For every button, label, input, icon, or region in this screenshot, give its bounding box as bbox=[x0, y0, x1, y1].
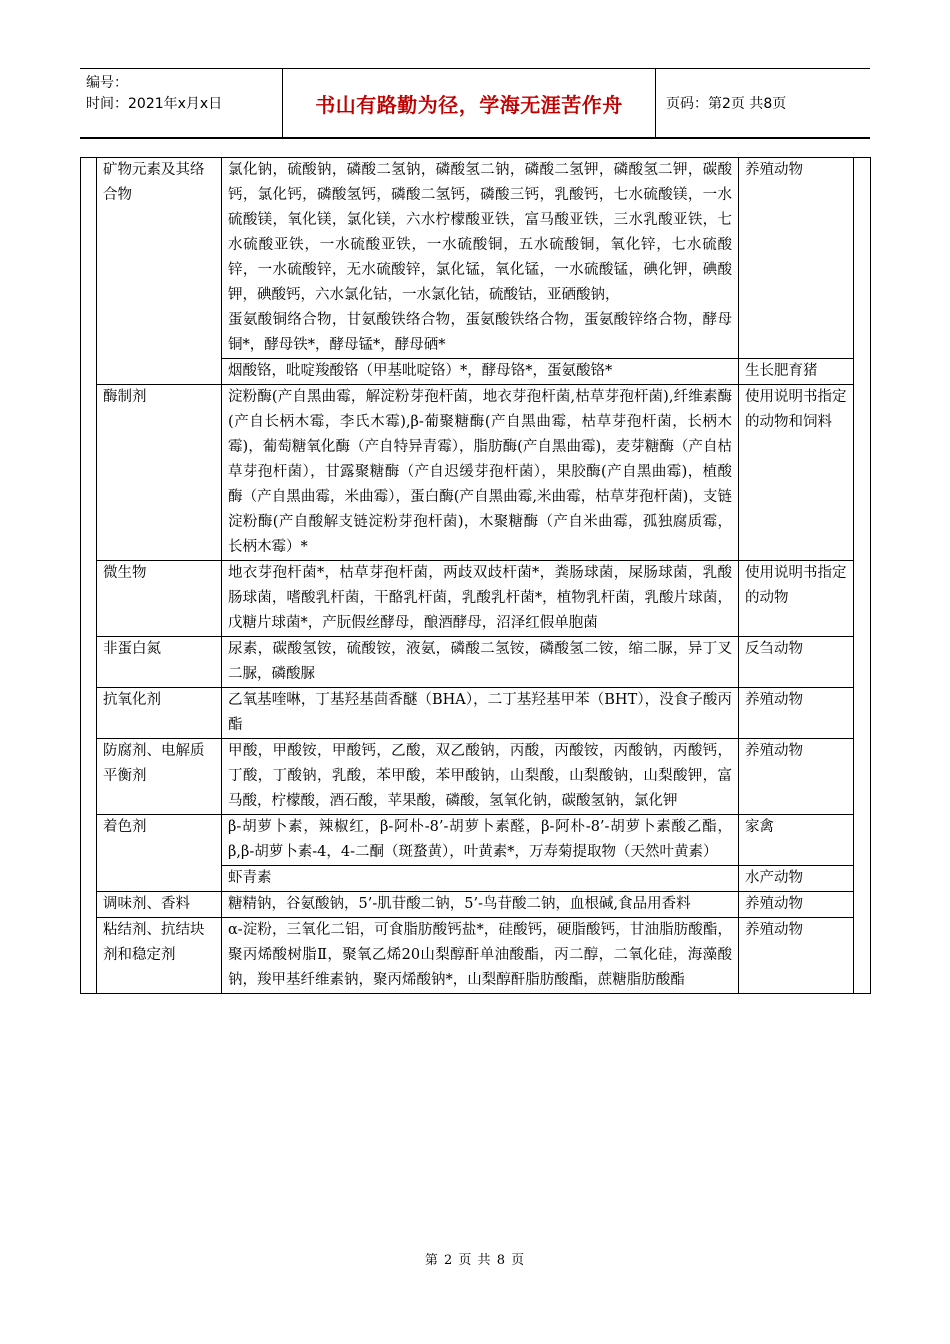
table-row bbox=[81, 892, 871, 918]
table-left-margin bbox=[81, 158, 97, 994]
table-row bbox=[81, 815, 871, 866]
target-animal-cell: 生长肥育猪 bbox=[739, 359, 854, 385]
target-animal-cell: 养殖动物 bbox=[739, 688, 854, 739]
table-row bbox=[81, 688, 871, 739]
items-cell bbox=[222, 158, 739, 359]
items-cell: α-淀粉，三氧化二铝，可食脂肪酸钙盐*，硅酸钙，硬脂酸钙，甘油脂肪酸酯，聚丙烯酸树脂Ⅱ，聚氧乙烯20山梨醇酐单油酸酯，丙二醇，二氧化硅，海藻酸钠，羧甲基纤维素钠，聚丙烯酸钠*，山梨醇酐脂肪酸酯，蔗糖脂肪酸酯 bbox=[222, 918, 739, 994]
header-motto: 书山有路勤为径，学海无涯苦作舟 bbox=[282, 69, 656, 137]
items-cell: 虾青素 bbox=[222, 866, 739, 892]
target-animal-cell: 养殖动物 bbox=[739, 918, 854, 994]
category-cell: 矿物元素及其络合物 bbox=[97, 158, 222, 385]
table-row bbox=[81, 739, 871, 815]
category-cell: 调味剂、香料 bbox=[97, 892, 222, 918]
category-cell: 抗氧化剂 bbox=[97, 688, 222, 739]
items-cell: 糖精钠，谷氨酸钠，5’-肌苷酸二钠，5’-鸟苷酸二钠，血根碱,食品用香料 bbox=[222, 892, 739, 918]
target-animal-cell: 反刍动物 bbox=[739, 637, 854, 688]
category-cell: 粘结剂、抗结块剂和稳定剂 bbox=[97, 918, 222, 994]
target-animal-cell: 养殖动物 bbox=[739, 158, 854, 359]
items-text-continued: 蛋氨酸铜络合物，甘氨酸铁络合物，蛋氨酸铁络合物，蛋氨酸锌络合物，酵母铜*，酵母铁*，酵母锰*，酵母硒* bbox=[228, 312, 732, 353]
target-animal-cell: 水产动物 bbox=[739, 866, 854, 892]
page-header bbox=[80, 68, 870, 139]
items-cell: 尿素，碳酸氢铵，硫酸铵，液氨，磷酸二氢铵，磷酸氢二铵，缩二脲，异丁叉二脲，磷酸脲 bbox=[222, 637, 739, 688]
header-meta bbox=[80, 69, 282, 137]
header-page-number: 页码：第2页 共8页 bbox=[666, 96, 787, 112]
category-cell: 微生物 bbox=[97, 561, 222, 637]
category-cell: 着色剂 bbox=[97, 815, 222, 892]
table-row bbox=[81, 561, 871, 637]
category-cell: 酶制剂 bbox=[97, 385, 222, 561]
items-cell: 淀粉酶(产自黑曲霉，解淀粉芽孢杆菌，地衣芽孢杆菌,枯草芽孢杆菌),纤维素酶(产自长柄木霉，李氏木霉),β-葡聚糖酶(产自黑曲霉，枯草芽孢杆菌，长柄木霉)，葡萄糖氧化酶（产自特异青霉），脂肪酶(产自黑曲霉)，麦芽糖酶（产自枯草芽孢杆菌），甘露聚糖酶（产自迟缓芽孢杆菌），果胶酶(产自黑曲霉)，植酸酶（产自黑曲霉，米曲霉），蛋白酶(产自黑曲霉,米曲霉，枯草芽孢杆菌)，支链淀粉酶(产自酸解支链淀粉芽孢杆菌)，木聚糖酶（产自米曲霉，孤独腐质霉，长柄木霉）* bbox=[222, 385, 739, 561]
target-animal-cell: 家禽 bbox=[739, 815, 854, 866]
items-cell: 乙氧基喹啉，丁基羟基茴香醚（BHA），二丁基羟基甲苯（BHT），没食子酸丙酯 bbox=[222, 688, 739, 739]
additive-table bbox=[80, 157, 871, 994]
items-cell: β-胡萝卜素，辣椒红，β-阿朴-8’-胡萝卜素醛，β-阿朴-8’-胡萝卜素酸乙酯，β,β-胡萝卜素-4，4-二酮（斑蝥黄），叶黄素*，万寿菊提取物（天然叶黄素） bbox=[222, 815, 739, 866]
table-row bbox=[81, 918, 871, 994]
target-animal-cell: 养殖动物 bbox=[739, 892, 854, 918]
table-row bbox=[81, 158, 871, 359]
target-animal-cell: 使用说明书指定的动物和饲料 bbox=[739, 385, 854, 561]
items-cell: 甲酸，甲酸铵，甲酸钙，乙酸，双乙酸钠，丙酸，丙酸铵，丙酸钠，丙酸钙，丁酸，丁酸钠，乳酸，苯甲酸，苯甲酸钠，山梨酸，山梨酸钠，山梨酸钾，富马酸，柠檬酸，酒石酸，苹果酸，磷酸，氢氧化钠，碳酸氢钠，氯化钾 bbox=[222, 739, 739, 815]
target-animal-cell: 养殖动物 bbox=[739, 739, 854, 815]
table-row bbox=[81, 385, 871, 561]
items-cell: 地衣芽孢杆菌*，枯草芽孢杆菌，两歧双歧杆菌*，粪肠球菌，屎肠球菌，乳酸肠球菌，嗜酸乳杆菌，干酪乳杆菌，乳酸乳杆菌*，植物乳杆菌，乳酸片球菌，戊糖片球菌*，产朊假丝酵母，酿酒酵母，沼泽红假单胞菌 bbox=[222, 561, 739, 637]
document-date-label: 时间：2021年x月x日 bbox=[86, 96, 223, 112]
page-footer: 第 2 页 共 8 页 bbox=[424, 1253, 526, 1268]
document-number-label: 编号： bbox=[86, 75, 128, 91]
target-animal-cell: 使用说明书指定的动物 bbox=[739, 561, 854, 637]
category-cell: 防腐剂、电解质平衡剂 bbox=[97, 739, 222, 815]
items-cell: 烟酸铬，吡啶羧酸铬（甲基吡啶铬）*，酵母铬*，蛋氨酸铬* bbox=[222, 359, 739, 385]
items-text: 氯化钠，硫酸钠，磷酸二氢钠，磷酸氢二钠，磷酸二氢钾，磷酸氢二钾，碳酸钙，氯化钙，磷酸氢钙，磷酸二氢钙，磷酸三钙，乳酸钙，七水硫酸镁，一水硫酸镁，氧化镁，氯化镁，六水柠檬酸亚铁，富马酸亚铁，三水乳酸亚铁，七水硫酸亚铁，一水硫酸亚铁，一水硫酸铜，五水硫酸铜，氧化锌，七水硫酸锌，一水硫酸锌，无水硫酸锌，氯化锰，氧化锰，一水硫酸锰，碘化钾，碘酸钾，碘酸钙，六水氯化钴，一水氯化钴，硫酸钴，亚硒酸钠， bbox=[228, 162, 732, 303]
table-right-margin bbox=[854, 158, 871, 994]
table-row bbox=[81, 637, 871, 688]
category-cell: 非蛋白氮 bbox=[97, 637, 222, 688]
